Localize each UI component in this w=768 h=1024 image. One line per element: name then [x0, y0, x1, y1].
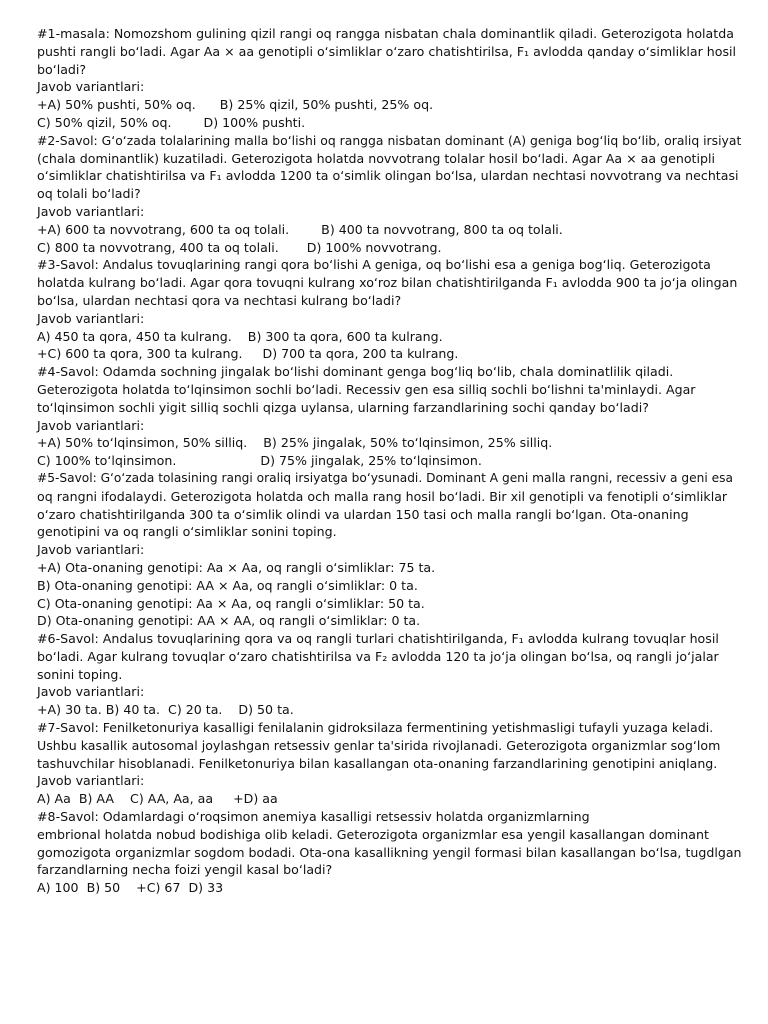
q5-option-a: +A) Ota-onaning genotipi: Aa × Aa, oq rangli oʻsimliklar: 75 ta.	[37, 559, 436, 575]
q7-text-line-3: tashuvchilar hisoblanadi. Fenilketonuriya bilan kasallangan ota-onaning farzandlarining genotipini aniqlang.	[37, 755, 718, 771]
q7-text-line-1: #7-Savol: Fenilketonuriya kasalligi fenilalanin gidroksilaza fermentining yetishmasligi tufayli yuzaga keladi.	[37, 720, 714, 736]
q6-text-line-2: boʻladi. Agar kulrang tovuqlar oʻzaro chatishtirilsa va F₂ avlodda 120 ta joʻja olingan boʻlsa, oq rangli joʻjalar	[37, 648, 719, 664]
q3-text-line-2: holatda kulrang boʻladi. Agar qora tovuqni kulrang xoʻroz bilan chatishtirilganda F₁ avlodda 900 ta joʻja olingan	[37, 275, 738, 291]
q3-options-line-1: A) 450 ta qora, 450 ta kulrang. B) 300 ta qora, 600 ta kulrang.	[37, 328, 443, 344]
document-body	[37, 25, 742, 897]
q8-text-line-4: farzandlarning necha foizi yengil kasal boʻladi?	[37, 862, 333, 878]
q6-options-line: +A) 30 ta. B) 40 ta. C) 20 ta. D) 50 ta.	[37, 702, 294, 718]
q2-text-line-1: #2-Savol: Gʻoʻzada tolalarining malla boʻlishi oq rangga nisbatan dominant (A) geniga bogʻliq boʻlib, oraliq irsiyat	[37, 132, 742, 148]
q1-text-line-1: #1-masala: Nomozshom gulining qizil rangi oq rangga nisbatan chala dominantlik qiladi. Geterozigota holatda	[37, 26, 734, 41]
q5-answers-heading: Javob variantlari:	[37, 542, 145, 558]
q5-option-b: B) Ota-onaning genotipi: AA × Aa, oq rangli oʻsimliklar: 0 ta.	[37, 577, 418, 593]
q1-text-line-3: boʻladi?	[37, 61, 87, 77]
q5-text-line-4: genotipini va oq rangli oʻsimliklar sonini toping.	[37, 524, 337, 540]
q8-text-line-2: embrional holatda nobud bodishiga olib keladi. Geterozigota organizmlar esa yengil kasallangan dominant	[37, 826, 709, 842]
q5-option-d: D) Ota-onaning genotipi: AA × AA, oq rangli oʻsimliklar: 0 ta.	[37, 613, 421, 629]
q3-answers-heading: Javob variantlari:	[37, 310, 145, 326]
q3-text-line-3: boʻlsa, ulardan nechtasi qora va nechtasi kulrang boʻladi?	[37, 292, 402, 308]
q5-text-line-1: #5-Savol: Gʻoʻzada tolasining rangi oraliq irsiyatga boʻysunadi. Dominant A geni malla rangni, recessiv a geni esa	[37, 470, 733, 485]
q2-options-line-2: C) 800 ta novvotrang, 400 ta oq tolali. D) 100% novvotrang.	[37, 239, 442, 255]
q2-text-line-2: (chala dominantlik) kuzatiladi. Geterozigota holatda novvotrang tolalar hosil boʻladi. Agar Aa × aa genotipli	[37, 150, 715, 166]
q8-text-line-3: gomozigota organizmlar sogdom bodadi. Ota-ona kasallikning yengil formasi bilan kasallangan boʻlsa, tugdlgan	[37, 844, 742, 860]
q6-text-line-3: sonini toping.	[37, 666, 123, 682]
q7-options-line: A) Aa B) AA C) AA, Aa, aa +D) aa	[37, 791, 278, 807]
q6-answers-heading: Javob variantlari:	[37, 684, 145, 700]
q5-text-line-2: oq rangni ifodalaydi. Geterozigota holatda och malla rang hosil boʻladi. Bir xil genotipli va fenotipli oʻsimliklar	[37, 488, 728, 504]
q1-options-line-2: C) 50% qizil, 50% oq. D) 100% pushti.	[37, 114, 306, 130]
q2-options-line-1: +A) 600 ta novvotrang, 600 ta oq tolali. B) 400 ta novvotrang, 800 ta oq tolali.	[37, 221, 563, 237]
q2-text-line-4: oq tolali boʻladi?	[37, 186, 141, 202]
q7-answers-heading: Javob variantlari:	[37, 773, 145, 789]
q7-text-line-2: Ushbu kasallik autosomal joylashgan retsessiv genlar ta'sirida rivojlanadi. Geterozigota organizmlar sogʻlom	[37, 737, 721, 753]
q2-text-line-3: oʻsimliklar chatishtirilsa va F₁ avlodda 1200 ta oʻsimlik olingan boʻlsa, ulardan nechtasi novvotrang va nechtasi	[37, 168, 739, 184]
q1-answers-heading: Javob variantlari:	[37, 79, 145, 95]
q4-text-line-2: Geterozigota holatda toʻlqinsimon sochli boʻladi. Recessiv gen esa silliq sochli boʻlishni ta'minlaydi. Agar	[37, 381, 696, 397]
q6-text-line-1: #6-Savol: Andalus tovuqlarining qora va oq rangli turlari chatishtirilganda, F₁ avlodda kulrang tovuqlar hosil	[37, 631, 719, 647]
q3-options-line-2: +C) 600 ta qora, 300 ta kulrang. D) 700 ta qora, 200 ta kulrang.	[37, 346, 459, 362]
q8-text-line-1: #8-Savol: Odamlardagi oʻroqsimon anemiya kasalligi retsessiv holatda organizmlarning	[37, 809, 590, 825]
q2-answers-heading: Javob variantlari:	[37, 203, 145, 219]
q5-option-c: C) Ota-onaning genotipi: Aa × Aa, oq rangli oʻsimliklar: 50 ta.	[37, 595, 425, 611]
q4-answers-heading: Javob variantlari:	[37, 417, 145, 433]
q5-text-line-3: oʻzaro chatishtirilganda 300 ta oʻsimlik olindi va ulardan 150 tasi och malla rangli boʻlgan. Ota-onaning	[37, 506, 689, 522]
q4-options-line-1: +A) 50% toʻlqinsimon, 50% silliq. B) 25% jingalak, 50% toʻlqinsimon, 25% silliq.	[37, 435, 553, 451]
q4-options-line-2: C) 100% toʻlqinsimon. D) 75% jingalak, 25% toʻlqinsimon.	[37, 453, 482, 469]
q1-text-line-2: pushti rangli boʻladi. Agar Aa × aa genotipli oʻsimliklar oʻzaro chatishtirilsa, F₁ avlodda qanday oʻsimliklar hosil	[37, 43, 737, 59]
q3-text-line-1: #3-Savol: Andalus tovuqlarining rangi qora boʻlishi A geniga, oq boʻlishi esa a geniga bogʻliq. Geterozigota	[37, 257, 711, 273]
q8-options-line: A) 100 B) 50 +C) 67 D) 33	[37, 880, 224, 896]
q1-options-line-1: +A) 50% pushti, 50% oq. B) 25% qizil, 50% pushti, 25% oq.	[37, 97, 434, 113]
q4-text-line-1: #4-Savol: Odamda sochning jingalak boʻlishi dominant genga bogʻliq boʻlib, chala dominatlilik qiladi.	[37, 364, 674, 380]
q4-text-line-3: toʻlqinsimon sochli yigit silliq sochli qizga uylansa, ularning farzandlarining sochi qanday boʻladi?	[37, 399, 649, 415]
